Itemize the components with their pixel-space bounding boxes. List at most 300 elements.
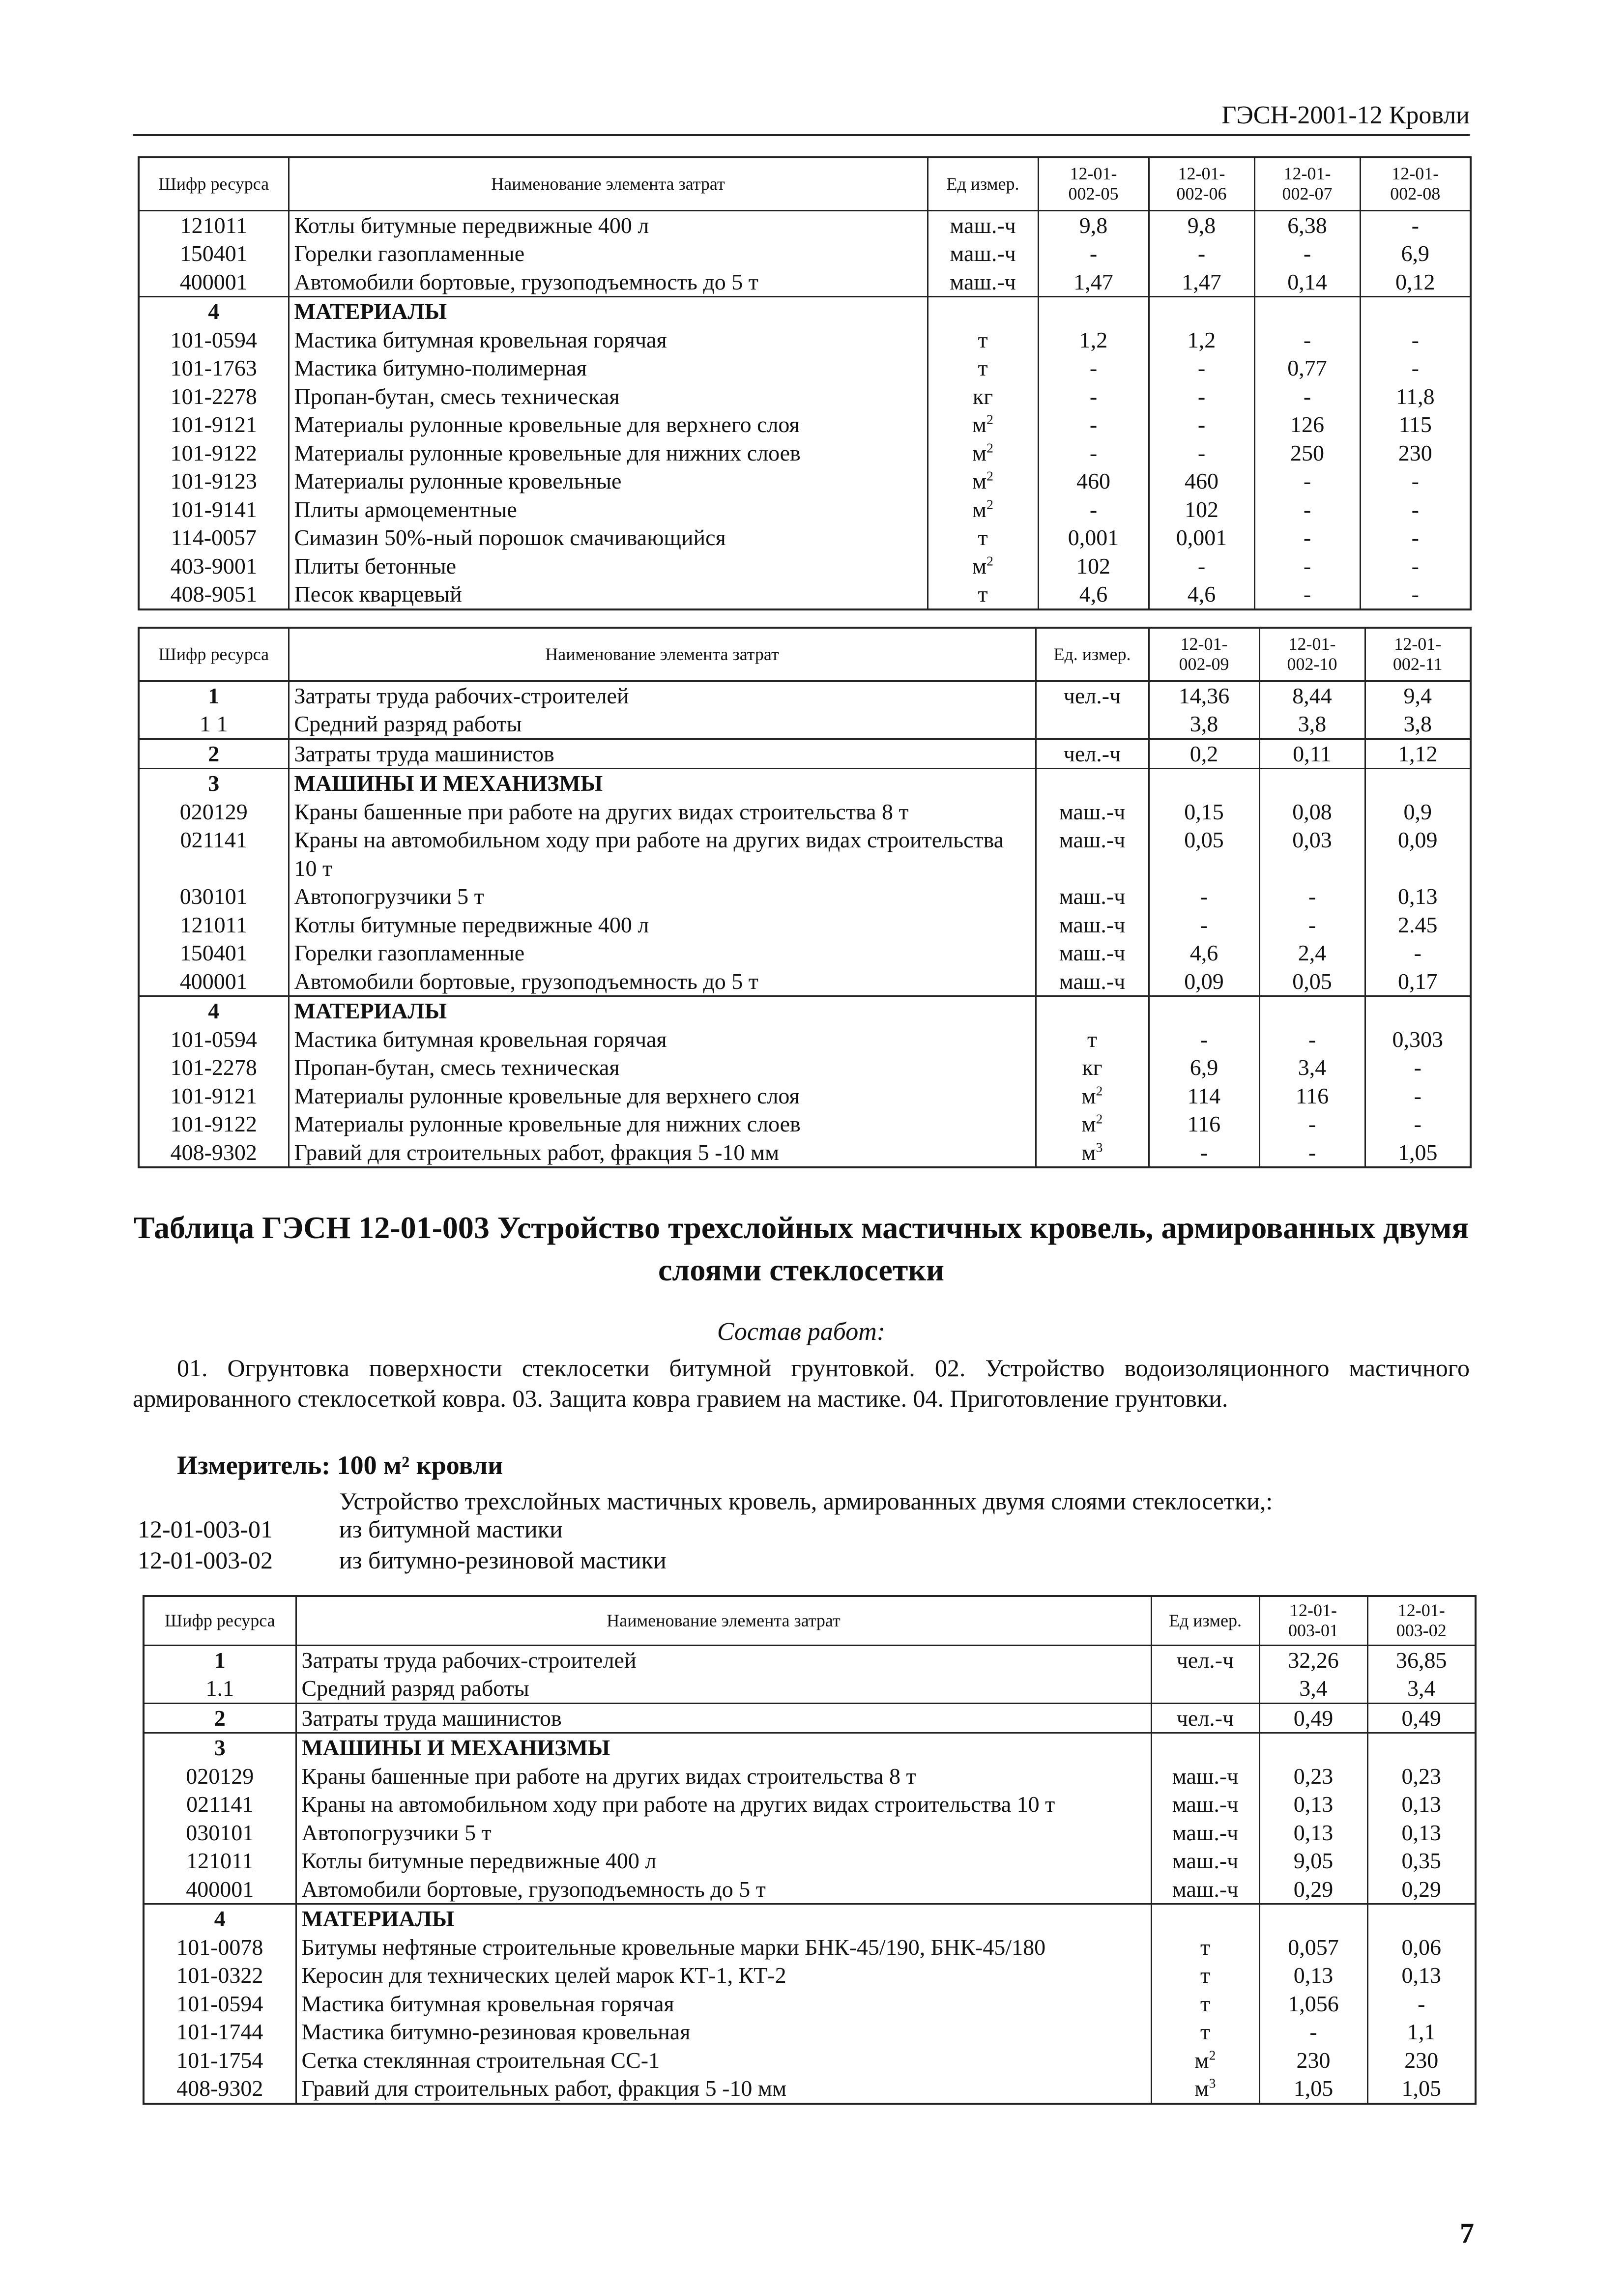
norm-value: 0,13	[1367, 1961, 1476, 1990]
table-row	[139, 580, 1471, 609]
resource-table-003	[143, 1595, 1477, 2105]
unit: $м^2$	[928, 439, 1038, 467]
resource-code: 020129	[144, 1762, 296, 1791]
norm-value: 0,29	[1259, 1875, 1367, 1904]
norm-value: 4,6	[1149, 580, 1254, 609]
norm-value: 0,057	[1259, 1933, 1367, 1962]
norm-value: -	[1360, 354, 1471, 382]
column-header: Шифр ресурса	[144, 1596, 296, 1645]
norm-value: 2.45	[1365, 911, 1471, 939]
table-row	[139, 996, 1471, 1025]
norm-value: 0,13	[1367, 1819, 1476, 1847]
norm-value: -	[1254, 326, 1360, 354]
resource-name: Краны башенные при работе на других видах строительства 8 т	[296, 1762, 1151, 1791]
norm-value	[1259, 996, 1365, 1025]
norm-value: 1,05	[1367, 2074, 1476, 2104]
table-row	[144, 1847, 1476, 1875]
work-composition-text: 01. Огрунтовка поверхности стеклосетки битумной грунтовкой. 02. Устройство водоизоляционного мастичного армированного стеклосеткой ковра. 03. Защита ковра гравием на мастике. 04. Приготовление грунтовки.	[133, 1354, 1470, 1412]
table-row	[144, 1961, 1476, 1990]
norm-value: 6,38	[1254, 210, 1360, 239]
table-row	[144, 1990, 1476, 2018]
norm-value: -	[1038, 382, 1149, 411]
norm-value	[1038, 297, 1149, 326]
unit	[1036, 769, 1149, 798]
norm-value: 1,1	[1367, 2018, 1476, 2046]
resource-code: 101-1763	[139, 354, 289, 382]
table-row	[139, 1082, 1471, 1110]
resource-code: 121011	[139, 210, 289, 239]
resource-code: 1.1	[144, 1674, 296, 1703]
norm-value: 1,05	[1365, 1138, 1471, 1168]
resource-code: 400001	[139, 967, 289, 996]
unit: чел.-ч	[1151, 1645, 1259, 1674]
norm-value: -	[1365, 939, 1471, 967]
norm-value: 126	[1254, 410, 1360, 439]
table-row	[139, 326, 1471, 354]
table-row	[139, 967, 1471, 996]
resource-code: 101-2278	[139, 382, 289, 411]
norm-value: -	[1038, 439, 1149, 467]
table-row	[139, 382, 1471, 411]
resource-table-002-09-11	[138, 627, 1472, 1168]
unit: маш.-ч	[1151, 1790, 1259, 1819]
norm-value: 9,8	[1149, 210, 1254, 239]
table-row	[139, 1138, 1471, 1168]
resource-name: Затраты труда машинистов	[289, 739, 1036, 769]
resource-name: Плиты армоцементные	[289, 495, 928, 524]
norm-value: -	[1149, 410, 1254, 439]
work-description: Устройство трехслойных мастичных кровель, армированных двумя слоями стеклосетки,:	[339, 1487, 1273, 1515]
table-row	[144, 1904, 1476, 1933]
resource-name: Горелки газопламенные	[289, 939, 1036, 967]
column-header: 12-01- 003-02	[1367, 1596, 1476, 1645]
norm-value: -	[1254, 523, 1360, 552]
norm-value: 9,05	[1259, 1847, 1367, 1875]
resource-code: 408-9302	[144, 2074, 296, 2104]
resource-name: Мастика битумная кровельная горячая	[289, 1025, 1036, 1054]
column-header: 12-01- 002-09	[1149, 628, 1259, 681]
table-row	[139, 739, 1471, 769]
table-row	[144, 1933, 1476, 1962]
norm-value: -	[1259, 1138, 1365, 1168]
unit: чел.-ч	[1036, 739, 1149, 769]
norm-value: 460	[1149, 467, 1254, 495]
unit: т	[928, 354, 1038, 382]
resource-code: 021141	[144, 1790, 296, 1819]
norm-value: 0,14	[1254, 268, 1360, 297]
norm-value: 0,13	[1259, 1961, 1367, 1990]
unit: т	[928, 326, 1038, 354]
norm-value: 0,77	[1254, 354, 1360, 382]
norm-value: 0,303	[1365, 1025, 1471, 1054]
running-header	[133, 96, 1470, 136]
resource-name: Котлы битумные передвижные 400 л	[289, 911, 1036, 939]
norm-value: 3,8	[1149, 710, 1259, 739]
resource-name: Гравий для строительных работ, фракция 5 -10 мм	[296, 2074, 1151, 2104]
table-row	[144, 2018, 1476, 2046]
unit: $м^3$	[1036, 1138, 1149, 1168]
norm-value: -	[1360, 467, 1471, 495]
norm-item	[138, 1546, 667, 1574]
resource-code: 4	[144, 1904, 296, 1933]
norm-value: 32,26	[1259, 1645, 1367, 1674]
unit: маш.-ч	[1151, 1847, 1259, 1875]
norm-value: -	[1038, 495, 1149, 524]
norm-value: 1,47	[1038, 268, 1149, 297]
norm-value: 116	[1259, 1082, 1365, 1110]
resource-code: 101-9121	[139, 1082, 289, 1110]
table-row	[139, 523, 1471, 552]
norm-value	[1259, 1733, 1367, 1762]
norm-value: -	[1038, 410, 1149, 439]
resource-name: Краны башенные при работе на других видах строительства 8 т	[289, 798, 1036, 826]
norm-value: 0,15	[1149, 798, 1259, 826]
norm-value: -	[1149, 911, 1259, 939]
norm-value: 250	[1254, 439, 1360, 467]
norm-value: 1,47	[1149, 268, 1254, 297]
norm-value: 3,8	[1259, 710, 1365, 739]
unit: т	[1151, 1990, 1259, 2018]
resource-name: Материалы рулонные кровельные для нижних слоев	[289, 1110, 1036, 1138]
resource-code: 101-9141	[139, 495, 289, 524]
resource-code: 020129	[139, 798, 289, 826]
norm-value: -	[1254, 495, 1360, 524]
norm-value: -	[1367, 1990, 1476, 2018]
unit: т	[928, 523, 1038, 552]
column-header: Наименование элемента затрат	[296, 1596, 1151, 1645]
table-row	[144, 1819, 1476, 1847]
unit: т	[1151, 1961, 1259, 1990]
table-row	[144, 1703, 1476, 1733]
resource-name: Автомобили бортовые, грузоподъемность до 5 т	[296, 1875, 1151, 1904]
norm-value: 0,29	[1367, 1875, 1476, 1904]
norm-value: 0,09	[1149, 967, 1259, 996]
resource-code: 121011	[139, 911, 289, 939]
resource-name: Средний разряд работы	[296, 1674, 1151, 1703]
resource-name: Пропан-бутан, смесь техническая	[289, 382, 928, 411]
unit: маш.-ч	[1151, 1875, 1259, 1904]
unit: маш.-ч	[1036, 826, 1149, 882]
norm-value: 230	[1360, 439, 1471, 467]
norm-value: 1,2	[1149, 326, 1254, 354]
resource-name: Автопогрузчики 5 т	[296, 1819, 1151, 1847]
resource-name: Материалы рулонные кровельные для верхнего слоя	[289, 410, 928, 439]
norm-value: 114	[1149, 1082, 1259, 1110]
column-header: Ед. измер.	[1036, 628, 1149, 681]
resource-code: 150401	[139, 939, 289, 967]
column-header: Ед измер.	[1151, 1596, 1259, 1645]
table-row	[139, 410, 1471, 439]
column-header: 12-01- 002-06	[1149, 157, 1254, 210]
section-title: Таблица ГЭСН 12-01-003 Устройство трехслойных мастичных кровель, армированных двумя слоями стеклосетки	[133, 1210, 1469, 1287]
resource-code: 3	[139, 769, 289, 798]
unit: маш.-ч	[928, 268, 1038, 297]
column-header: Ед измер.	[928, 157, 1038, 210]
resource-code: 101-9122	[139, 439, 289, 467]
unit: т	[1151, 1933, 1259, 1962]
resource-code: 408-9051	[139, 580, 289, 609]
work-composition-label: Состав работ:	[717, 1318, 886, 1346]
norm-value: -	[1149, 552, 1254, 580]
page-number: 7	[1460, 2217, 1474, 2249]
norm-value: 8,44	[1259, 681, 1365, 710]
resource-name: Краны на автомобильном ходу при работе на других видах строительства 10 т	[296, 1790, 1151, 1819]
resource-name: Затраты труда рабочих-строителей	[289, 681, 1036, 710]
norm-value: 11,8	[1360, 382, 1471, 411]
table-row	[139, 681, 1471, 710]
norm-value: 14,36	[1149, 681, 1259, 710]
resource-code: 101-1744	[144, 2018, 296, 2046]
norm-value: 116	[1149, 1110, 1259, 1138]
resource-code: 021141	[139, 826, 289, 882]
norm-value: 0,001	[1038, 523, 1149, 552]
unit: $м^2$	[928, 410, 1038, 439]
resource-code: 101-0594	[139, 326, 289, 354]
norm-value: 0,08	[1259, 798, 1365, 826]
resource-code: 1 1	[139, 710, 289, 739]
norm-value: 4,6	[1149, 939, 1259, 967]
table-row	[139, 1110, 1471, 1138]
norm-value: 1,05	[1259, 2074, 1367, 2104]
unit: маш.-ч	[1036, 798, 1149, 826]
norm-value: -	[1149, 382, 1254, 411]
unit: маш.-ч	[1036, 911, 1149, 939]
unit: кг	[1036, 1053, 1149, 1082]
resource-code: 2	[144, 1703, 296, 1733]
norm-value: -	[1360, 580, 1471, 609]
norm-value: 115	[1360, 410, 1471, 439]
table-row	[139, 268, 1471, 297]
norm-text: из битумной мастики	[339, 1515, 563, 1543]
table-row	[139, 439, 1471, 467]
column-header: Шифр ресурса	[139, 628, 289, 681]
norm-value: 3,4	[1367, 1674, 1476, 1703]
norm-value: 102	[1038, 552, 1149, 580]
norm-value: 0,2	[1149, 739, 1259, 769]
norm-value: 0,05	[1149, 826, 1259, 882]
resource-code: 114-0057	[139, 523, 289, 552]
norm-value: -	[1254, 580, 1360, 609]
norm-value	[1367, 1733, 1476, 1762]
resource-code: 101-0594	[139, 1025, 289, 1054]
unit: чел.-ч	[1151, 1703, 1259, 1733]
resource-code: 101-2278	[139, 1053, 289, 1082]
table-row	[139, 798, 1471, 826]
table-row	[144, 2046, 1476, 2075]
norm-value: -	[1365, 1082, 1471, 1110]
resource-table-002-05-08	[138, 156, 1472, 610]
column-header: 12-01- 002-10	[1259, 628, 1365, 681]
unit: маш.-ч	[1036, 882, 1149, 911]
resource-code: 101-1754	[144, 2046, 296, 2075]
resource-name: МАШИНЫ И МЕХАНИЗМЫ	[296, 1733, 1151, 1762]
norm-text: из битумно-резиновой мастики	[339, 1546, 667, 1574]
column-header: 12-01- 002-08	[1360, 157, 1471, 210]
unit: $м^2$	[928, 467, 1038, 495]
table-row	[139, 1025, 1471, 1054]
norm-item	[138, 1515, 563, 1543]
resource-name: Пропан-бутан, смесь техническая	[289, 1053, 1036, 1082]
norm-value: 0,06	[1367, 1933, 1476, 1962]
norm-value: 6,9	[1360, 239, 1471, 268]
norm-value: -	[1360, 326, 1471, 354]
resource-code: 1	[144, 1645, 296, 1674]
norm-value: 1,056	[1259, 1990, 1367, 2018]
resource-code: 408-9302	[139, 1138, 289, 1168]
column-header: Наименование элемента затрат	[289, 157, 928, 210]
resource-name: Мастика битумная кровельная горячая	[296, 1990, 1151, 2018]
norm-value	[1367, 1904, 1476, 1933]
resource-name: Автопогрузчики 5 т	[289, 882, 1036, 911]
header-title: ГЭСН-2001-12 Кровли	[1221, 101, 1470, 129]
norm-value: 0,03	[1259, 826, 1365, 882]
norm-value: 2,4	[1259, 939, 1365, 967]
norm-value: -	[1365, 1110, 1471, 1138]
unit: маш.-ч	[1151, 1819, 1259, 1847]
norm-value	[1259, 769, 1365, 798]
unit	[1151, 1904, 1259, 1933]
norm-value	[1149, 996, 1259, 1025]
norm-value: -	[1259, 882, 1365, 911]
resource-code: 400001	[144, 1875, 296, 1904]
column-header: Наименование элемента затрат	[289, 628, 1036, 681]
table-row	[139, 882, 1471, 911]
resource-name: Симазин 50%-ный порошок смачивающийся	[289, 523, 928, 552]
unit: т	[928, 580, 1038, 609]
resource-code: 3	[144, 1733, 296, 1762]
table-row	[139, 1053, 1471, 1082]
norm-value: 0,13	[1365, 882, 1471, 911]
resource-name: Котлы битумные передвижные 400 л	[289, 210, 928, 239]
column-header: Шифр ресурса	[139, 157, 289, 210]
unit	[1036, 996, 1149, 1025]
norm-value: -	[1360, 552, 1471, 580]
norm-value: -	[1149, 354, 1254, 382]
norm-value: 3,8	[1365, 710, 1471, 739]
norm-value: 0,13	[1259, 1790, 1367, 1819]
unit: т	[1151, 2018, 1259, 2046]
norm-value: 9,4	[1365, 681, 1471, 710]
resource-name: Мастика битумно-полимерная	[289, 354, 928, 382]
resource-name: Сетка стеклянная строительная СС-1	[296, 2046, 1151, 2075]
unit: $м^2$	[1036, 1110, 1149, 1138]
resource-code: 101-9122	[139, 1110, 289, 1138]
norm-value: 36,85	[1367, 1645, 1476, 1674]
norm-value: 0,09	[1365, 826, 1471, 882]
norm-value: -	[1365, 1053, 1471, 1082]
column-header: 12-01- 002-05	[1038, 157, 1149, 210]
norm-value	[1149, 297, 1254, 326]
resource-code: 030101	[139, 882, 289, 911]
table-row	[144, 2074, 1476, 2104]
norm-value: 4,6	[1038, 580, 1149, 609]
norm-value: 0,9	[1365, 798, 1471, 826]
norm-value: 0,35	[1367, 1847, 1476, 1875]
table-row	[139, 939, 1471, 967]
norm-value: 0,23	[1259, 1762, 1367, 1791]
norm-value: -	[1149, 439, 1254, 467]
norm-value: 6,9	[1149, 1053, 1259, 1082]
norm-value: 0,13	[1367, 1790, 1476, 1819]
unit: $м^2$	[928, 552, 1038, 580]
table-row	[139, 552, 1471, 580]
resource-name: Мастика битумно-резиновая кровельная	[296, 2018, 1151, 2046]
resource-name: МАТЕРИАЛЫ	[296, 1904, 1151, 1933]
table-row	[139, 710, 1471, 739]
column-header: 12-01- 002-11	[1365, 628, 1471, 681]
resource-name: Горелки газопламенные	[289, 239, 928, 268]
norm-value: 0,23	[1367, 1762, 1476, 1791]
norm-code: 12-01-003-02	[138, 1546, 273, 1574]
unit: т	[1036, 1025, 1149, 1054]
resource-name: Автомобили бортовые, грузоподъемность до 5 т	[289, 967, 1036, 996]
table-row	[139, 911, 1471, 939]
norm-value: 1,12	[1365, 739, 1471, 769]
resource-code: 4	[139, 297, 289, 326]
resource-name: Котлы битумные передвижные 400 л	[296, 1847, 1151, 1875]
unit: $м^2$	[1036, 1082, 1149, 1110]
resource-code: 4	[139, 996, 289, 1025]
unit: маш.-ч	[928, 239, 1038, 268]
norm-value	[1254, 297, 1360, 326]
norm-value: 0,17	[1365, 967, 1471, 996]
resource-name: МАТЕРИАЛЫ	[289, 996, 1036, 1025]
table-row	[139, 769, 1471, 798]
unit	[1036, 710, 1149, 739]
norm-value: 102	[1149, 495, 1254, 524]
norm-value: -	[1259, 911, 1365, 939]
unit	[1151, 1733, 1259, 1762]
resource-code: 101-9121	[139, 410, 289, 439]
norm-value: 3,4	[1259, 1053, 1365, 1082]
unit: маш.-ч	[1036, 939, 1149, 967]
resource-code: 101-0078	[144, 1933, 296, 1962]
table-row	[139, 354, 1471, 382]
column-header: 12-01- 002-07	[1254, 157, 1360, 210]
table-row	[139, 826, 1471, 882]
norm-value: -	[1360, 210, 1471, 239]
unit	[928, 297, 1038, 326]
norm-value: 0,05	[1259, 967, 1365, 996]
norm-value: 0,13	[1259, 1819, 1367, 1847]
resource-name: Битумы нефтяные строительные кровельные марки БНК-45/190, БНК-45/180	[296, 1933, 1151, 1962]
unit: кг	[928, 382, 1038, 411]
norm-value	[1149, 769, 1259, 798]
norm-value: 0,49	[1259, 1703, 1367, 1733]
table-row	[139, 467, 1471, 495]
norm-value: 460	[1038, 467, 1149, 495]
unit: $м^2$	[928, 495, 1038, 524]
resource-name: Затраты труда машинистов	[296, 1703, 1151, 1733]
norm-value: -	[1038, 239, 1149, 268]
resource-name: Гравий для строительных работ, фракция 5 -10 мм	[289, 1138, 1036, 1168]
norm-value: 0,11	[1259, 739, 1365, 769]
table-row	[139, 239, 1471, 268]
column-header: 12-01- 003-01	[1259, 1596, 1367, 1645]
norm-value: -	[1259, 1025, 1365, 1054]
resource-name: Затраты труда рабочих-строителей	[296, 1645, 1151, 1674]
resource-code: 030101	[144, 1819, 296, 1847]
unit: маш.-ч	[928, 210, 1038, 239]
norm-value: 9,8	[1038, 210, 1149, 239]
norm-value: -	[1254, 467, 1360, 495]
unit: $м^3$	[1151, 2074, 1259, 2104]
resource-code: 2	[139, 739, 289, 769]
table-row	[144, 1875, 1476, 1904]
resource-name: МАТЕРИАЛЫ	[289, 297, 928, 326]
resource-code: 400001	[139, 268, 289, 297]
norm-value: -	[1149, 1138, 1259, 1168]
